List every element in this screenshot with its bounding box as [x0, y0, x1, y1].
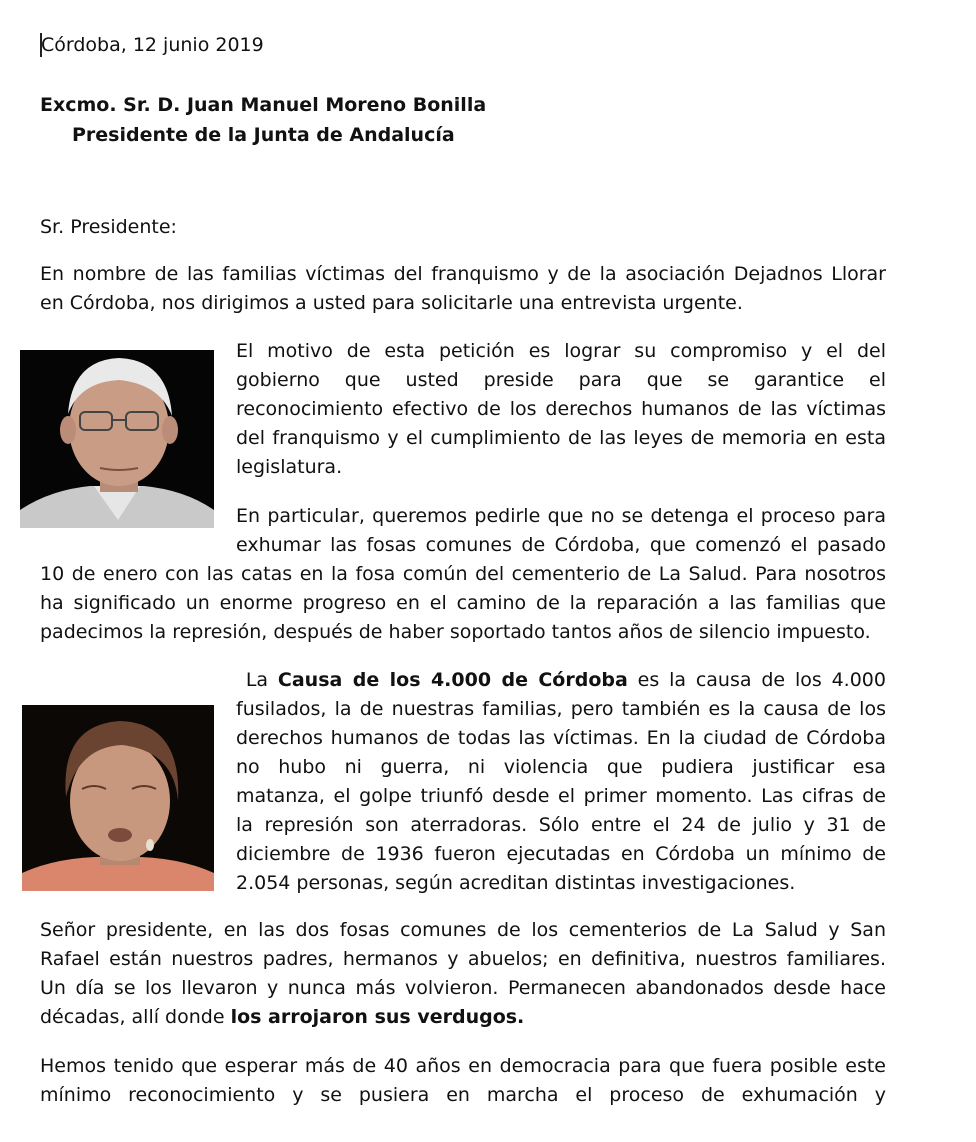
paragraph-line: Hemos tenido que esperar más de 40 años en democracia para que fuera posible este	[40, 1055, 886, 1077]
paragraph-line: Rafael están nuestros padres, hermanos y abuelos; en definitiva, nuestros familiares.	[40, 948, 886, 970]
paragraph-line: fusilados, la de nuestras familias, pero también es la causa de los	[236, 698, 886, 720]
paragraph-line: 10 de enero con las catas en la fosa común del cementerio de La Salud. Para nosotros	[40, 563, 886, 585]
paragraph-line: del franquismo y el cumplimiento de las leyes de memoria en esta	[236, 427, 886, 449]
emphasis-text: los arrojaron sus verdugos.	[230, 1006, 525, 1028]
paragraph-line: no hubo ni guerra, ni violencia que pudiera justificar esa	[236, 756, 886, 778]
paragraph-last-line	[40, 1003, 524, 1032]
paragraph-line: exhumar las fosas comunes de Córdoba, que comenzó el pasado	[236, 534, 886, 556]
elderly-woman-photo	[22, 705, 214, 891]
paragraph-line: El motivo de esta petición es lograr su compromiso y el del	[236, 340, 886, 362]
letter-date: Córdoba, 12 junio 2019	[41, 34, 264, 56]
paragraph-line: ha significado un enorme progreso en el camino de la reparación a las familias que	[40, 592, 886, 614]
salutation: Sr. Presidente:	[40, 216, 177, 238]
recipient-title: Presidente de la Junta de Andalucía	[72, 124, 455, 146]
paragraph-first-line	[236, 666, 886, 695]
text: es la causa de los 4.000	[627, 669, 886, 691]
elderly-man-photo	[20, 350, 214, 528]
emphasis-text: Causa de los 4.000 de Córdoba	[277, 669, 628, 691]
paragraph-line: 2.054 personas, según acreditan distintas investigaciones.	[236, 872, 796, 894]
paragraph-line: En particular, queremos pedirle que no se detenga el proceso para	[236, 505, 886, 527]
paragraph-line: Señor presidente, en las dos fosas comunes de los cementerios de La Salud y San	[40, 919, 886, 941]
paragraph-line: gobierno que usted preside para que se garantice el	[236, 369, 886, 391]
paragraph-line: mínimo reconocimiento y se pusiera en marcha el proceso de exhumación y	[40, 1084, 886, 1106]
paragraph-line: en Córdoba, nos dirigimos a usted para solicitarle una entrevista urgente.	[40, 292, 743, 314]
paragraph-line: padecimos la represión, después de haber soportado tantos años de silencio impuesto.	[40, 621, 871, 643]
text: La	[245, 669, 278, 691]
paragraph-line: la represión son aterradoras. Sólo entre el 24 de julio y 31 de	[236, 814, 886, 836]
recipient-name: Excmo. Sr. D. Juan Manuel Moreno Bonilla	[40, 94, 487, 116]
paragraph-line: matanza, el golpe triunfó desde el primer momento. Las cifras de	[236, 785, 886, 807]
paragraph-line: derechos humanos de todas las víctimas. En la ciudad de Córdoba	[236, 727, 886, 749]
paragraph-line: reconocimiento efectivo de los derechos humanos de las víctimas	[236, 398, 886, 420]
paragraph-line: En nombre de las familias víctimas del franquismo y de la asociación Dejadnos Llorar	[40, 263, 886, 285]
paragraph-line: Un día se los llevaron y nunca más volvieron. Permanecen abandonados desde hace	[40, 977, 886, 999]
text: décadas, allí donde	[40, 1006, 231, 1028]
paragraph-line: diciembre de 1936 fueron ejecutadas en Córdoba un mínimo de	[236, 843, 886, 865]
paragraph-line: legislatura.	[236, 456, 343, 478]
